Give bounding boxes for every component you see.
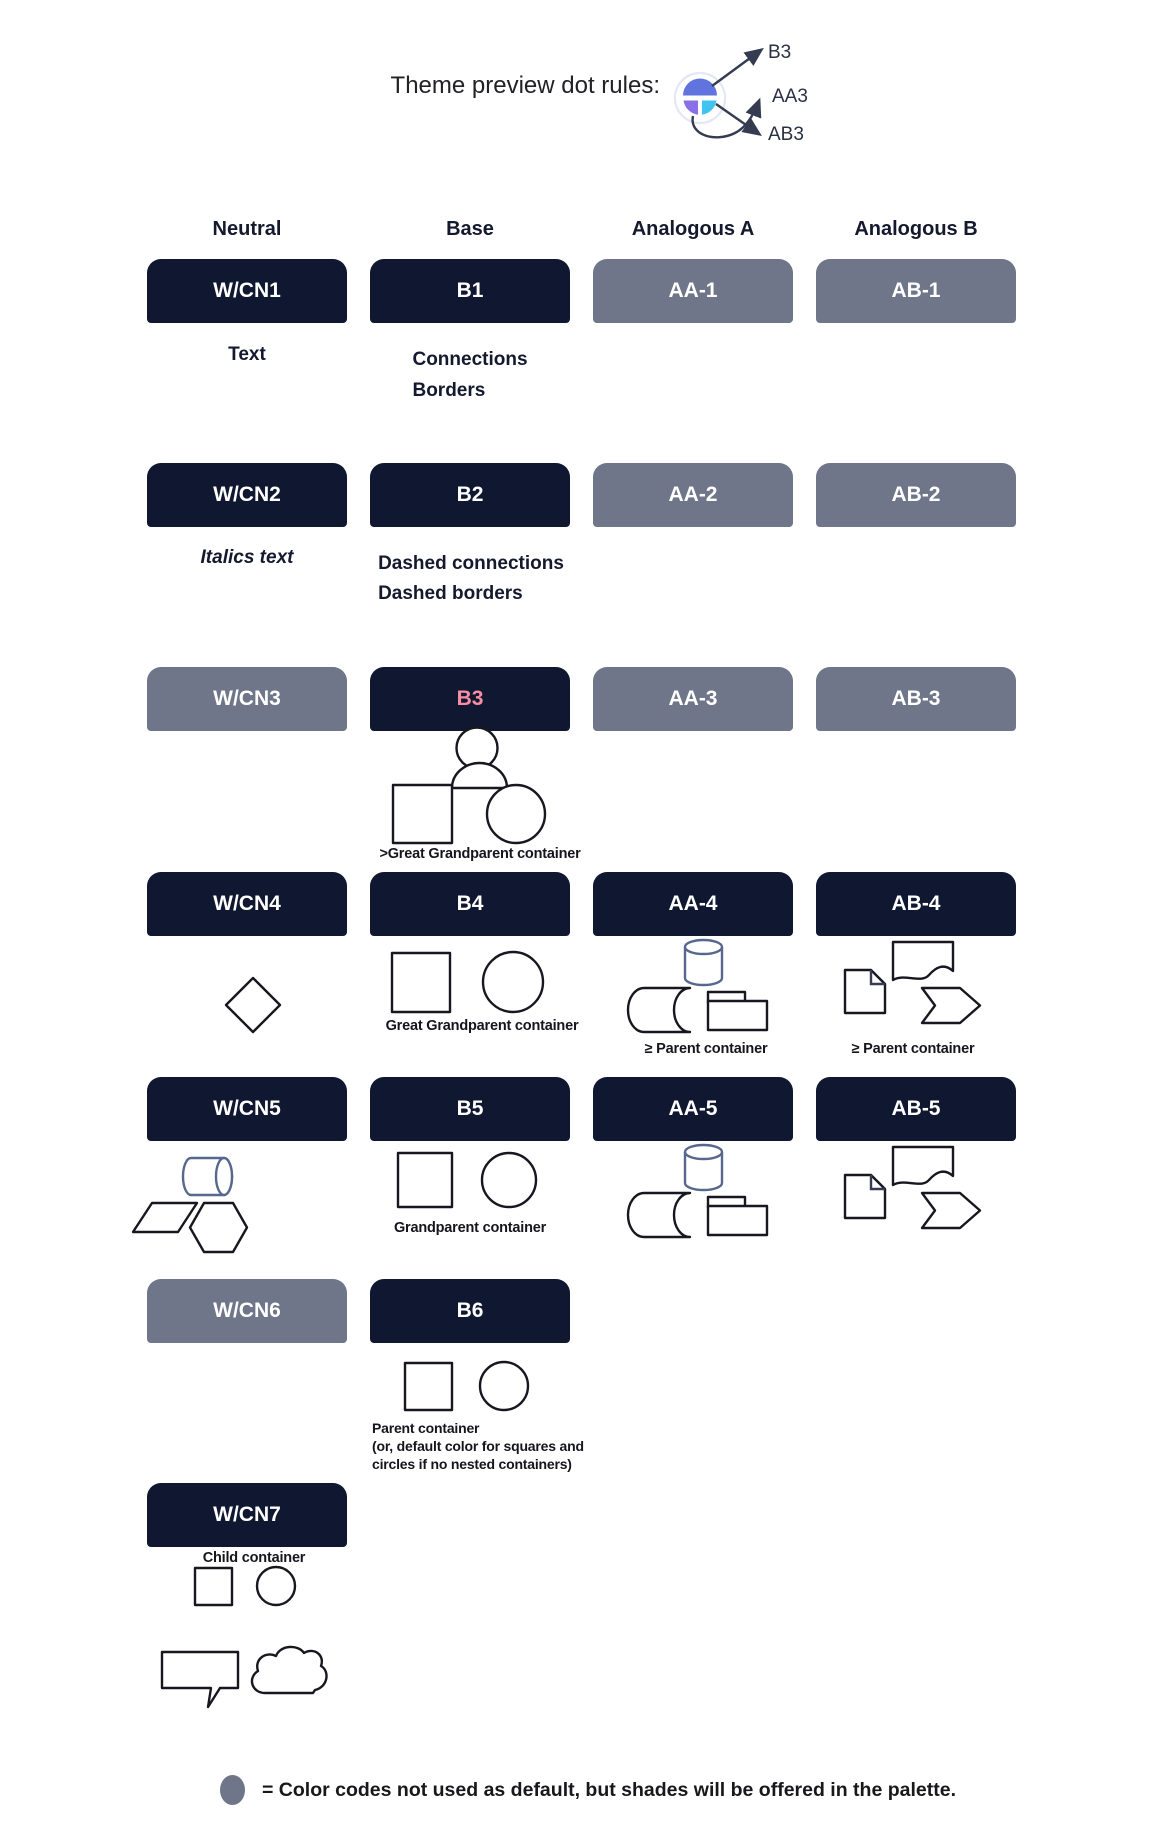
document-shape: [845, 970, 885, 1013]
swatch-b3: B3: [370, 667, 570, 731]
parallelogram-shape: [133, 1203, 197, 1232]
label-parent-block: [372, 1419, 584, 1473]
label-italics-text: Italics text: [200, 547, 294, 568]
label-parent-line1: Parent container: [372, 1420, 480, 1436]
swatch-b2: B2: [370, 463, 570, 527]
circle-shape: [257, 1567, 295, 1605]
swatch-wcn2: W/CN2: [147, 463, 347, 527]
person-square-circle-shapes: [385, 722, 555, 852]
circle-shape: [482, 1153, 536, 1207]
label-gte-parent-aa: ≥ Parent container: [644, 1041, 768, 1057]
label-gte-parent-ab: ≥ Parent container: [851, 1041, 975, 1057]
speech-bubble-cloud-shapes: [155, 1638, 340, 1714]
person-body-shape: [452, 763, 507, 788]
swatch-ab2: AB-2: [816, 463, 1016, 527]
column-header-analogous-b: Analogous B: [854, 218, 978, 240]
column-header-base: Base: [446, 218, 494, 240]
square-shape: [398, 1153, 452, 1207]
speech-bubble-shape: [162, 1652, 238, 1707]
square-shape: [392, 953, 450, 1012]
swatch-wcn4: W/CN4: [147, 872, 347, 936]
label-dashed: [370, 549, 572, 609]
folder-shape: [708, 1206, 767, 1235]
swatch-wcn3: W/CN3: [147, 667, 347, 731]
gray-dot-legend-icon: [220, 1775, 245, 1805]
dot-label-analogous-b: AB3: [768, 124, 804, 145]
cylinder-storeddata-folder-shapes: [620, 1140, 780, 1265]
column-header-neutral: Neutral: [212, 218, 282, 240]
label-text: Text: [228, 344, 266, 365]
square-circle-shapes-b4: [385, 946, 555, 1021]
swatch-aa2: AA-2: [593, 463, 793, 527]
document-paper-chevron-shapes: [838, 1140, 1000, 1265]
label-grandparent: Grandparent container: [393, 1220, 547, 1236]
square-shape: [405, 1363, 452, 1410]
circle-shape: [480, 1362, 528, 1410]
swatch-aa1: AA-1: [593, 259, 793, 323]
label-parent-line3: circles if no nested containers): [372, 1456, 572, 1472]
cloud-shape: [252, 1647, 327, 1693]
torn-paper-shape: [893, 1147, 953, 1185]
swatch-aa3: AA-3: [593, 667, 793, 731]
stored-data-shape: [628, 1193, 690, 1237]
label-dashed-borders: Dashed borders: [378, 583, 523, 604]
stored-data-shape: [628, 988, 690, 1032]
folder-shape: [708, 1001, 767, 1030]
swatch-ab4: AB-4: [816, 872, 1016, 936]
torn-paper-shape: [893, 942, 953, 980]
chevron-arrow-shape: [922, 1193, 980, 1228]
swatch-b5: B5: [370, 1077, 570, 1141]
circle-shape: [487, 785, 545, 843]
label-connections: Connections: [412, 349, 528, 370]
document-shape: [845, 1175, 885, 1218]
square-shape: [195, 1568, 232, 1605]
dot-label-base: B3: [768, 42, 792, 63]
square-circle-shapes-b6: [398, 1356, 538, 1418]
square-circle-shapes-b5: [390, 1146, 555, 1216]
label-dashed-connections: Dashed connections: [378, 553, 564, 574]
chevron-arrow-shape: [922, 988, 980, 1023]
swatch-b1: B1: [370, 259, 570, 323]
square-circle-shapes-wcn7: [188, 1560, 308, 1615]
footer-note: = Color codes not used as default, but shades will be offered in the palette.: [262, 1779, 956, 1801]
page-title: Theme preview dot rules:: [390, 72, 660, 99]
swatch-wcn5: W/CN5: [147, 1077, 347, 1141]
cylinder-parallelogram-hexagon-shapes: [125, 1150, 260, 1260]
diamond-shape: [220, 972, 286, 1038]
column-header-analogous-a: Analogous A: [631, 218, 755, 240]
label-gt-great-grandparent: >Great Grandparent container: [379, 846, 581, 862]
label-child: Child container: [202, 1550, 306, 1566]
square-shape: [393, 785, 452, 843]
swatch-ab3: AB-3: [816, 667, 1016, 731]
label-great-grandparent: Great Grandparent container: [385, 1018, 579, 1034]
swatch-wcn7: W/CN7: [147, 1483, 347, 1547]
swatch-ab1: AB-1: [816, 259, 1016, 323]
swatch-b4: B4: [370, 872, 570, 936]
swatch-aa4: AA-4: [593, 872, 793, 936]
swatch-wcn1: W/CN1: [147, 259, 347, 323]
label-parent-line2: (or, default color for squares and: [372, 1438, 584, 1454]
swatch-aa5: AA-5: [593, 1077, 793, 1141]
label-connections-borders: [370, 344, 570, 406]
label-borders: Borders: [412, 380, 486, 401]
circle-shape: [483, 952, 543, 1012]
swatch-b6: B6: [370, 1279, 570, 1343]
swatch-wcn6: W/CN6: [147, 1279, 347, 1343]
swatch-ab5: AB-5: [816, 1077, 1016, 1141]
hexagon-shape: [190, 1203, 247, 1252]
dot-label-analogous-a: AA3: [772, 86, 808, 107]
